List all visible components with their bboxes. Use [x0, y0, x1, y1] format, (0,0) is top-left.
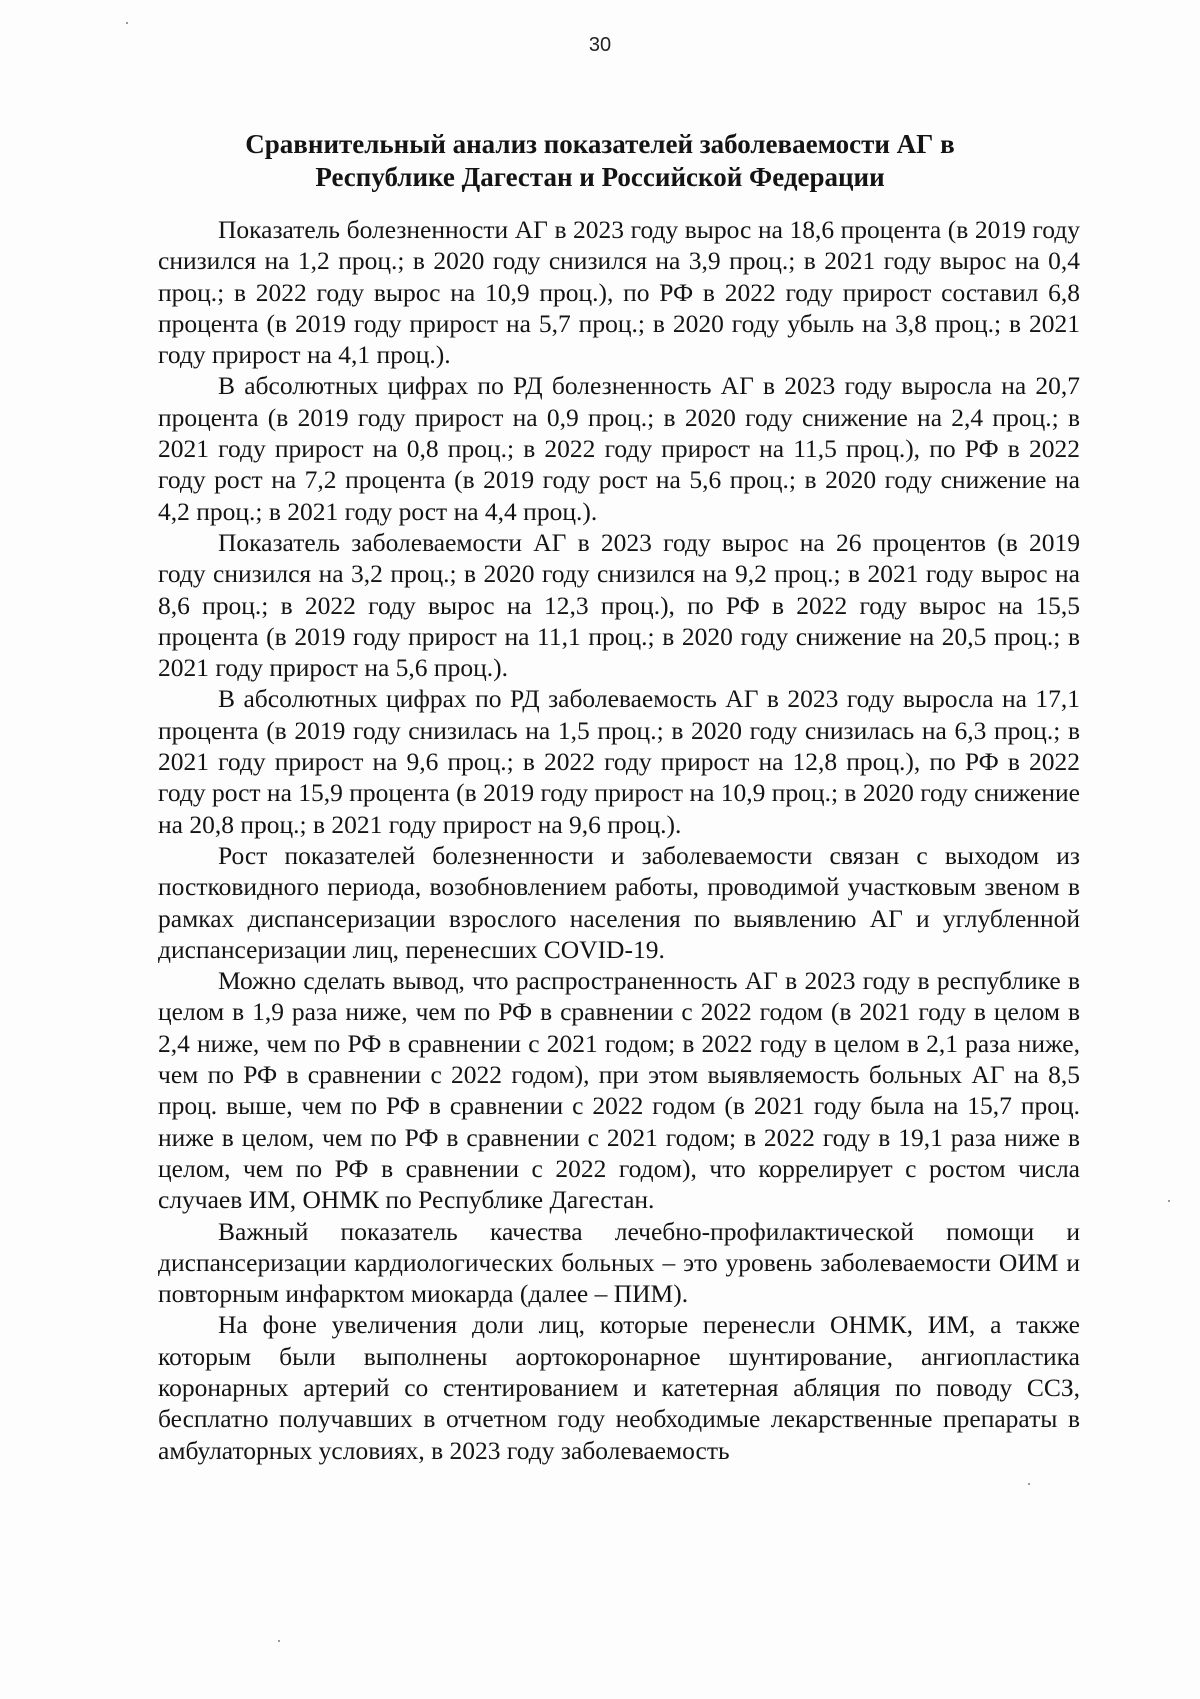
paragraph-growth-reasons: Рост показателей болезненности и заболеваемости связан с выходом из постковидного периода, возобновлением работы, проводимой участковым звеном в рамках диспансеризации взрослого населения по выявлению АГ и углубленной диспансеризации лиц, перенесших COVID-19.	[158, 840, 1080, 964]
scan-speck	[1028, 1483, 1030, 1485]
paragraph-prevalence-rate: Показатель болезненности АГ в 2023 году вырос на 18,6 процента (в 2019 году снизился на 1,2 проц.; в 2020 году снизился на 3,9 проц.; в 2021 году вырос на 0,4 проц.; в 2022 году вырос на 10,9 проц.), по РФ в 2022 году прирост составил 6,8 процента (в 2019 году прирост на 5,7 проц.; в 2020 году убыль на 3,8 проц.; в 2021 году прирост на 4,1 проц.).	[158, 215, 1080, 370]
scan-speck	[126, 22, 128, 24]
paragraph-prevalence-absolute: В абсолютных цифрах по РД болезненность АГ в 2023 году выросла на 20,7 процента (в 2019 году прирост на 0,9 проц.; в 2020 году снижение на 2,4 проц.; в 2021 году прирост на 0,8 проц.; в 2022 году прирост на 11,5 проц.), по РФ в 2022 году рост на 7,2 процента (в 2019 году рост на 5,6 проц.; в 2020 году снижение на 4,2 проц.; в 2021 году рост на 4,4 проц.).	[158, 371, 1080, 526]
section-title-line-2: Республике Дагестан и Российской Федерации	[315, 162, 885, 192]
scan-speck	[1168, 1200, 1170, 1202]
paragraph-drug-provision: На фоне увеличения доли лиц, которые перенесли ОНМК, ИМ, а также которым были выполнены аортокоронарное шунтирование, ангиопластика коронарных артерий со стентированием и катетерная абляция по поводу ССЗ, бесплатно получавших в отчетном году необходимые лекарственные препараты в амбулаторных условиях, в 2023 году заболеваемость	[158, 1310, 1080, 1465]
scan-speck	[278, 1640, 280, 1642]
page-number: 30	[588, 34, 612, 56]
paragraph-conclusion: Можно сделать вывод, что распространенность АГ в 2023 году в республике в целом в 1,9 раза ниже, чем по РФ в сравнении с 2022 годом (в 2021 году в целом в 2,4 ниже, чем по РФ в сравнении с 2021 годом; в 2022 году в целом в 2,1 раза ниже, чем по РФ в сравнении с 2022 годом), при этом выявляемость больных АГ на 8,5 проц. выше, чем по РФ в сравнении с 2022 годом (в 2021 году была на 15,7 проц. ниже в целом, чем по РФ в сравнении с 2021 годом; в 2022 году в 19,1 раза ниже в целом, чем по РФ в сравнении с 2022 годом), что коррелирует с ростом числа случаев ИМ, ОНМК по Республике Дагестан.	[158, 966, 1080, 1215]
paragraph-incidence-absolute: В абсолютных цифрах по РД заболеваемость АГ в 2023 году выросла на 17,1 процента (в 2019 году снизилась на 1,5 проц.; в 2020 году снизилась на 6,3 проц.; в 2021 году прирост на 9,6 проц.; в 2022 году прирост на 12,8 проц.), по РФ в 2022 году рост на 15,9 процента (в 2019 году прирост на 10,9 проц.; в 2020 году снижение на 20,8 проц.; в 2021 году прирост на 9,6 проц.).	[158, 684, 1080, 839]
section-title	[160, 128, 1040, 194]
paragraph-incidence-rate: Показатель заболеваемости АГ в 2023 году вырос на 26 процентов (в 2019 году снизился на 3,2 проц.; в 2020 году снизился на 9,2 проц.; в 2021 году вырос на 8,6 проц.; в 2022 году вырос на 12,3 проц.), по РФ в 2022 году вырос на 15,5 процента (в 2019 году прирост на 11,1 проц.; в 2020 году снижение на 20,5 проц.; в 2021 году прирост на 5,6 проц.).	[158, 527, 1080, 683]
paragraph-quality-indicator: Важный показатель качества лечебно-профилактической помощи и диспансеризации кардиологических больных – это уровень заболеваемости ОИМ и повторным инфарктом миокарда (далее – ПИМ).	[158, 1216, 1080, 1309]
body-text	[158, 214, 1080, 1466]
section-title-line-1: Сравнительный анализ показателей заболеваемости АГ в	[245, 129, 955, 159]
